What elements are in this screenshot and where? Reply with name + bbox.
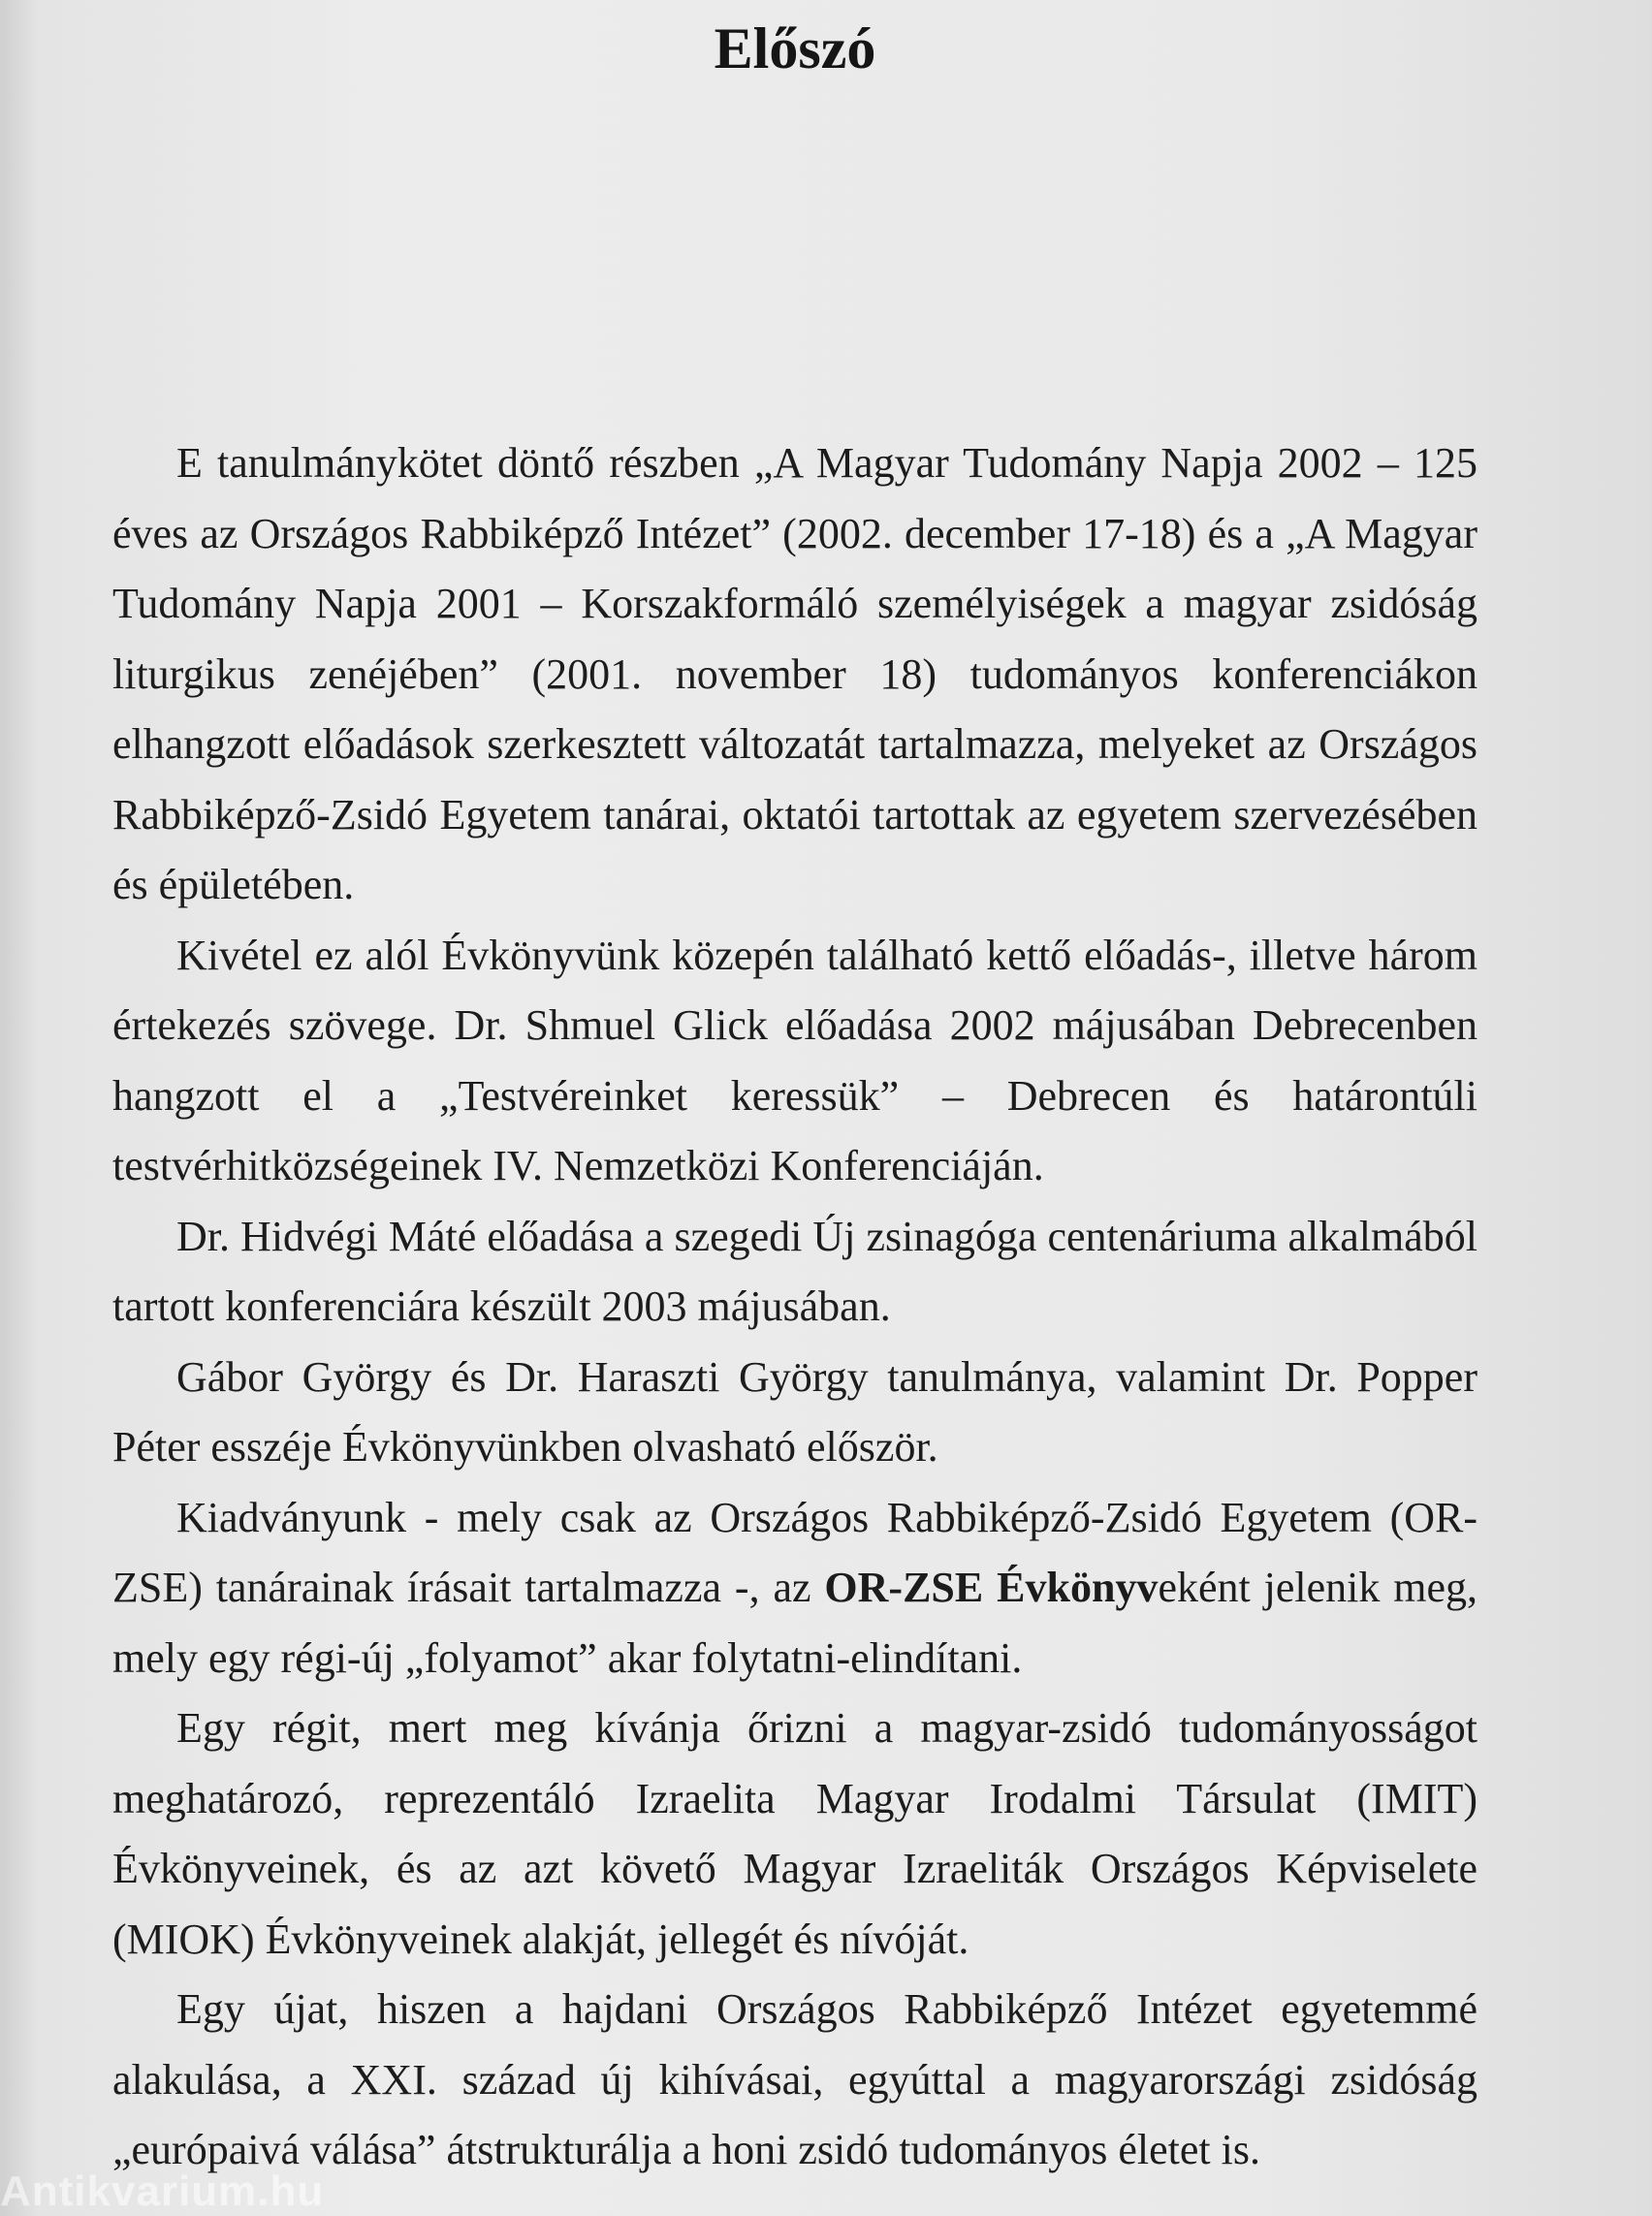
paragraph-5 xyxy=(112,1483,1477,1694)
page-title: Előszó xyxy=(714,16,876,80)
paragraph-3: Dr. Hidvégi Máté előadása a szegedi Új zsinagóga centenáriuma alkalmából tartott konferenciára készült 2003 májusában. xyxy=(112,1212,1477,1330)
watermark: Antikvarium.hu xyxy=(0,2168,325,2215)
paragraph-2: Kivétel ez alól Évkönyvünk közepén található kettő előadás-, illetve három értekezés szövege. Dr. Shmuel Glick előadása 2002 májusában Debrecenben hangzott el a „Testvéreinket keressük” – Debrecen és határontúli testvérhitközségeinek IV. Nemzetközi Konferenciáján. xyxy=(112,931,1477,1189)
paragraph-7: Egy újat, hiszen a hajdani Országos Rabbiképző Intézet egyetemmé alakulása, a XXI. század új kihívásai, egyúttal a magyarországi zsidóság „európaivá válása” átstrukturálja a honi zsidó tudományos életet is. xyxy=(112,1985,1477,2173)
paragraph-1: E tanulmánykötet döntő részben „A Magyar Tudomány Napja 2002 – 125 éves az Országos Rabbiképző Intézet” (2002. december 17-18) és a „A Magyar Tudomány Napja 2001 – Korszakformáló személyiségek a magyar zsidóság liturgikus zenéjében” (2001. november 18) tudományos konferenciákon elhangzott előadások szerkesztett változatát tartalmazza, melyeket az Országos Rabbiképző-Zsidó Egyetem tanárai, oktatói tartottak az egyetem szervezésében és épületében. xyxy=(112,439,1477,908)
paragraph-4: Gábor György és Dr. Haraszti György tanulmánya, valamint Dr. Popper Péter esszéje Évkönyvünkben olvasható először. xyxy=(112,1352,1477,1471)
yearbook-name-bold: OR-ZSE Évkönyv xyxy=(824,1564,1159,1611)
paragraph-5-start: Kiadványunk - mely csak az Országos Rabbiképző-Zsidó Egyetem (OR-ZSE) tanárainak írásait tartalmazza -, az xyxy=(112,1493,1477,1611)
body-text xyxy=(112,428,1477,2186)
paragraph-6: Egy régit, mert meg kívánja őrizni a magyar-zsidó tudományosságot meghatározó, reprezentáló Izraelita Magyar Irodalmi Társulat (IMIT) Évkönyveinek, és az azt követő Magyar Izraeliták Országos Képviselete (MIOK) Évkönyveinek alakját, jellegét és nívóját. xyxy=(112,1704,1477,1963)
paragraph-5-end: eként jelenik meg, mely egy régi-új „folyamot” akar folytatni-elindítani. xyxy=(112,1564,1477,1682)
